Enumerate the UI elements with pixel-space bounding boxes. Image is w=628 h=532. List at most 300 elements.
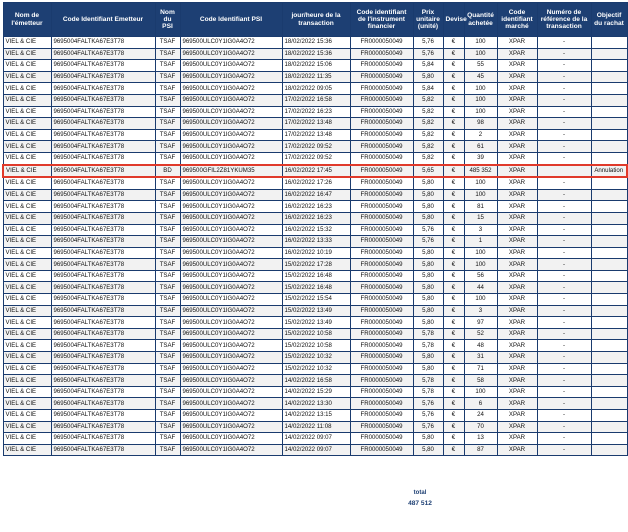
unit-price-cell: 5,82 (413, 141, 443, 153)
unit-price-cell: 5,82 (413, 129, 443, 141)
issuer-code-cell: 9695004FALTKA67E3T78 (51, 48, 155, 60)
currency-cell: € (443, 444, 464, 456)
unit-price-cell: 5,80 (413, 71, 443, 83)
quantity-cell: 24 (464, 410, 497, 422)
unit-price-cell: 5,84 (413, 60, 443, 72)
purchase-objective-cell (591, 177, 627, 189)
table-row (3, 398, 627, 410)
issuer-code-cell: 9695004FALTKA67E3T78 (51, 328, 155, 340)
table-row (3, 305, 627, 317)
psi-name-cell: TSAF (155, 363, 180, 375)
quantity-cell: 56 (464, 270, 497, 282)
issuer-name-cell: VIEL & CIE (3, 37, 51, 49)
psi-name-cell: TSAF (155, 294, 180, 306)
issuer-code-cell: 9695004FALTKA67E3T78 (51, 317, 155, 329)
instrument-code-cell: FR0000050049 (350, 294, 413, 306)
purchase-objective-cell (591, 83, 627, 95)
currency-cell: € (443, 375, 464, 387)
psi-name-cell: TSAF (155, 444, 180, 456)
currency-cell: € (443, 129, 464, 141)
psi-name-cell: TSAF (155, 37, 180, 49)
table-row (3, 165, 627, 178)
transaction-datetime-cell: 18/02/2022 09:05 (282, 83, 350, 95)
issuer-name-cell: VIEL & CIE (3, 305, 51, 317)
issuer-name-cell: VIEL & CIE (3, 317, 51, 329)
instrument-code-cell: FR0000050049 (350, 340, 413, 352)
issuer-code-cell: 9695004FALTKA67E3T78 (51, 294, 155, 306)
purchase-objective-cell (591, 106, 627, 118)
market-code-cell: XPAR (497, 189, 537, 201)
reference-number-cell: - (537, 328, 591, 340)
instrument-code-cell: FR0000050049 (350, 352, 413, 364)
instrument-code-cell: FR0000050049 (350, 129, 413, 141)
table-row (3, 83, 627, 95)
transaction-datetime-cell: 15/02/2022 16:48 (282, 270, 350, 282)
psi-code-cell: 969500ULC0Y1IG0A4O72 (180, 224, 282, 236)
table-row (3, 282, 627, 294)
issuer-name-cell: VIEL & CIE (3, 224, 51, 236)
psi-code-cell: 969500ULC0Y1IG0A4O72 (180, 294, 282, 306)
table-row (3, 106, 627, 118)
psi-name-cell: TSAF (155, 236, 180, 248)
purchase-objective-cell (591, 352, 627, 364)
market-code-cell: XPAR (497, 129, 537, 141)
currency-cell: € (443, 363, 464, 375)
instrument-code-cell: FR0000050049 (350, 152, 413, 164)
psi-name-cell: TSAF (155, 48, 180, 60)
issuer-name-cell: VIEL & CIE (3, 212, 51, 224)
market-code-cell: XPAR (497, 177, 537, 189)
quantity-cell: 100 (464, 189, 497, 201)
issuer-name-cell: VIEL & CIE (3, 152, 51, 164)
currency-cell: € (443, 398, 464, 410)
instrument-code-cell: FR0000050049 (350, 410, 413, 422)
market-code-cell: XPAR (497, 83, 537, 95)
psi-name-cell: TSAF (155, 141, 180, 153)
issuer-name-cell: VIEL & CIE (3, 352, 51, 364)
table-row (3, 410, 627, 422)
table-row (3, 433, 627, 445)
transaction-datetime-cell: 15/02/2022 13:49 (282, 305, 350, 317)
reference-number-cell: - (537, 129, 591, 141)
unit-price-cell: 5,76 (413, 37, 443, 49)
psi-name-cell: TSAF (155, 71, 180, 83)
market-code-cell: XPAR (497, 398, 537, 410)
instrument-code-cell: FR0000050049 (350, 37, 413, 49)
psi-code-cell: 969500ULC0Y1IG0A4O72 (180, 433, 282, 445)
unit-price-cell: 5,80 (413, 212, 443, 224)
quantity-cell: 81 (464, 201, 497, 213)
psi-code-cell: 969500ULC0Y1IG0A4O72 (180, 71, 282, 83)
psi-code-cell: 969500ULC0Y1IG0A4O72 (180, 94, 282, 106)
instrument-code-cell: FR0000050049 (350, 444, 413, 456)
issuer-code-cell: 9695004FALTKA67E3T78 (51, 305, 155, 317)
issuer-code-cell: 9695004FALTKA67E3T78 (51, 247, 155, 259)
instrument-code-cell: FR0000050049 (350, 317, 413, 329)
reference-number-cell: - (537, 444, 591, 456)
unit-price-cell: 5,80 (413, 294, 443, 306)
psi-code-cell: 969500GFIL2Z81YKUM35 (180, 165, 282, 178)
unit-price-cell: 5,65 (413, 165, 443, 178)
reference-number-cell: - (537, 259, 591, 271)
transaction-datetime-cell: 18/02/2022 15:06 (282, 60, 350, 72)
quantity-cell: 485 352 (464, 165, 497, 178)
issuer-name-cell: VIEL & CIE (3, 141, 51, 153)
quantity-cell: 70 (464, 421, 497, 433)
quantity-cell: 71 (464, 363, 497, 375)
currency-cell: € (443, 340, 464, 352)
issuer-name-cell: VIEL & CIE (3, 177, 51, 189)
currency-cell: € (443, 386, 464, 398)
reference-number-cell: - (537, 60, 591, 72)
psi-code-cell: 969500ULC0Y1IG0A4O72 (180, 375, 282, 387)
quantity-cell: 15 (464, 212, 497, 224)
quantity-cell: 52 (464, 328, 497, 340)
psi-code-cell: 969500ULC0Y1IG0A4O72 (180, 48, 282, 60)
currency-cell: € (443, 37, 464, 49)
reference-number-cell: - (537, 270, 591, 282)
purchase-objective-cell (591, 71, 627, 83)
reference-number-cell: - (537, 189, 591, 201)
transaction-datetime-cell: 18/02/2022 15:36 (282, 48, 350, 60)
issuer-name-cell: VIEL & CIE (3, 71, 51, 83)
reference-number-cell: - (537, 152, 591, 164)
market-code-cell: XPAR (497, 282, 537, 294)
table-row (3, 141, 627, 153)
table-row (3, 340, 627, 352)
purchase-objective-cell (591, 141, 627, 153)
unit-price-cell: 5,80 (413, 177, 443, 189)
psi-name-cell: TSAF (155, 94, 180, 106)
currency-cell: € (443, 282, 464, 294)
transaction-datetime-cell: 16/02/2022 17:45 (282, 165, 350, 178)
instrument-code-cell: FR0000050049 (350, 375, 413, 387)
issuer-code-cell: 9695004FALTKA67E3T78 (51, 433, 155, 445)
instrument-code-cell: FR0000050049 (350, 270, 413, 282)
transaction-datetime-cell: 15/02/2022 10:58 (282, 340, 350, 352)
unit-price-cell: 5,80 (413, 282, 443, 294)
reference-number-cell: - (537, 352, 591, 364)
issuer-code-cell: 9695004FALTKA67E3T78 (51, 71, 155, 83)
psi-code-cell: 969500ULC0Y1IG0A4O72 (180, 37, 282, 49)
purchase-objective-cell (591, 212, 627, 224)
psi-name-cell: TSAF (155, 83, 180, 95)
market-code-cell: XPAR (497, 212, 537, 224)
reference-number-cell: - (537, 340, 591, 352)
unit-price-cell: 5,80 (413, 201, 443, 213)
issuer-name-cell: VIEL & CIE (3, 165, 51, 178)
issuer-name-cell: VIEL & CIE (3, 247, 51, 259)
market-code-cell: XPAR (497, 236, 537, 248)
unit-price-cell: 5,76 (413, 421, 443, 433)
unit-price-cell: 5,80 (413, 189, 443, 201)
purchase-objective-cell (591, 282, 627, 294)
market-code-cell: XPAR (497, 141, 537, 153)
psi-code-cell: 969500ULC0Y1IG0A4O72 (180, 340, 282, 352)
quantity-cell: 97 (464, 317, 497, 329)
transaction-datetime-cell: 17/02/2022 09:52 (282, 141, 350, 153)
purchase-objective-cell (591, 48, 627, 60)
issuer-name-cell: VIEL & CIE (3, 386, 51, 398)
currency-cell: € (443, 259, 464, 271)
transaction-datetime-cell: 14/02/2022 13:15 (282, 410, 350, 422)
quantity-cell: 100 (464, 177, 497, 189)
table-row (3, 294, 627, 306)
purchase-objective-cell (591, 305, 627, 317)
issuer-code-cell: 9695004FALTKA67E3T78 (51, 152, 155, 164)
psi-code-cell: 969500ULC0Y1IG0A4O72 (180, 328, 282, 340)
purchase-objective-cell (591, 363, 627, 375)
unit-price-cell: 5,80 (413, 247, 443, 259)
reference-number-cell: - (537, 48, 591, 60)
table-row (3, 177, 627, 189)
psi-code-cell: 969500ULC0Y1IG0A4O72 (180, 152, 282, 164)
psi-name-cell: TSAF (155, 398, 180, 410)
quantity-cell: 100 (464, 247, 497, 259)
market-code-cell: XPAR (497, 118, 537, 130)
table-row (3, 386, 627, 398)
issuer-name-cell: VIEL & CIE (3, 236, 51, 248)
psi-name-cell: TSAF (155, 305, 180, 317)
header-code-marche: Code identifiant marché (497, 3, 537, 37)
market-code-cell: XPAR (497, 94, 537, 106)
transaction-datetime-cell: 16/02/2022 16:23 (282, 212, 350, 224)
reference-number-cell: - (537, 212, 591, 224)
market-code-cell: XPAR (497, 224, 537, 236)
purchase-objective-cell (591, 224, 627, 236)
psi-code-cell: 969500ULC0Y1IG0A4O72 (180, 421, 282, 433)
instrument-code-cell: FR0000050049 (350, 247, 413, 259)
issuer-code-cell: 9695004FALTKA67E3T78 (51, 94, 155, 106)
psi-name-cell: TSAF (155, 259, 180, 271)
table-row (3, 118, 627, 130)
quantity-cell: 3 (464, 305, 497, 317)
quantity-cell: 48 (464, 340, 497, 352)
currency-cell: € (443, 247, 464, 259)
unit-price-cell: 5,84 (413, 83, 443, 95)
currency-cell: € (443, 433, 464, 445)
reference-number-cell: - (537, 71, 591, 83)
issuer-name-cell: VIEL & CIE (3, 106, 51, 118)
issuer-name-cell: VIEL & CIE (3, 129, 51, 141)
purchase-objective-cell (591, 433, 627, 445)
issuer-name-cell: VIEL & CIE (3, 444, 51, 456)
instrument-code-cell: FR0000050049 (350, 106, 413, 118)
psi-name-cell: TSAF (155, 375, 180, 387)
total-label: total (413, 490, 427, 496)
transaction-datetime-cell: 15/02/2022 17:28 (282, 259, 350, 271)
instrument-code-cell: FR0000050049 (350, 177, 413, 189)
table-header-row (3, 3, 627, 37)
issuer-name-cell: VIEL & CIE (3, 94, 51, 106)
reference-number-cell: - (537, 118, 591, 130)
market-code-cell: XPAR (497, 152, 537, 164)
issuer-name-cell: VIEL & CIE (3, 375, 51, 387)
issuer-code-cell: 9695004FALTKA67E3T78 (51, 375, 155, 387)
psi-code-cell: 969500ULC0Y1IG0A4O72 (180, 201, 282, 213)
market-code-cell: XPAR (497, 386, 537, 398)
psi-code-cell: 969500ULC0Y1IG0A4O72 (180, 189, 282, 201)
purchase-objective-cell (591, 294, 627, 306)
transaction-datetime-cell: 17/02/2022 16:58 (282, 94, 350, 106)
market-code-cell: XPAR (497, 259, 537, 271)
transaction-datetime-cell: 16/02/2022 15:32 (282, 224, 350, 236)
issuer-name-cell: VIEL & CIE (3, 433, 51, 445)
psi-name-cell: TSAF (155, 340, 180, 352)
currency-cell: € (443, 48, 464, 60)
unit-price-cell: 5,76 (413, 236, 443, 248)
issuer-name-cell: VIEL & CIE (3, 421, 51, 433)
psi-name-cell: BD (155, 165, 180, 178)
issuer-code-cell: 9695004FALTKA67E3T78 (51, 340, 155, 352)
transaction-datetime-cell: 15/02/2022 15:54 (282, 294, 350, 306)
currency-cell: € (443, 60, 464, 72)
quantity-cell: 100 (464, 386, 497, 398)
instrument-code-cell: FR0000050049 (350, 421, 413, 433)
transaction-datetime-cell: 17/02/2022 13:48 (282, 118, 350, 130)
header-code-instrument: Code identifiant de l'instrument financier (350, 3, 413, 37)
table-row (3, 236, 627, 248)
header-code-psi: Code Identifiant PSI (180, 3, 282, 37)
transaction-datetime-cell: 17/02/2022 13:48 (282, 129, 350, 141)
quantity-cell: 100 (464, 106, 497, 118)
psi-code-cell: 969500ULC0Y1IG0A4O72 (180, 282, 282, 294)
table-row (3, 259, 627, 271)
quantity-cell: 6 (464, 398, 497, 410)
instrument-code-cell: FR0000050049 (350, 165, 413, 178)
transaction-datetime-cell: 14/02/2022 13:30 (282, 398, 350, 410)
unit-price-cell: 5,82 (413, 94, 443, 106)
currency-cell: € (443, 94, 464, 106)
market-code-cell: XPAR (497, 444, 537, 456)
currency-cell: € (443, 165, 464, 178)
currency-cell: € (443, 305, 464, 317)
instrument-code-cell: FR0000050049 (350, 386, 413, 398)
issuer-name-cell: VIEL & CIE (3, 60, 51, 72)
unit-price-cell: 5,80 (413, 433, 443, 445)
instrument-code-cell: FR0000050049 (350, 363, 413, 375)
reference-number-cell: - (537, 236, 591, 248)
issuer-name-cell: VIEL & CIE (3, 118, 51, 130)
psi-name-cell: TSAF (155, 201, 180, 213)
psi-name-cell: TSAF (155, 421, 180, 433)
psi-code-cell: 969500ULC0Y1IG0A4O72 (180, 386, 282, 398)
reference-number-cell: - (537, 106, 591, 118)
table-row (3, 444, 627, 456)
issuer-name-cell: VIEL & CIE (3, 294, 51, 306)
issuer-code-cell: 9695004FALTKA67E3T78 (51, 386, 155, 398)
issuer-code-cell: 9695004FALTKA67E3T78 (51, 224, 155, 236)
psi-code-cell: 969500ULC0Y1IG0A4O72 (180, 129, 282, 141)
psi-code-cell: 969500ULC0Y1IG0A4O72 (180, 212, 282, 224)
issuer-name-cell: VIEL & CIE (3, 340, 51, 352)
purchase-objective-cell (591, 317, 627, 329)
currency-cell: € (443, 106, 464, 118)
market-code-cell: XPAR (497, 352, 537, 364)
psi-code-cell: 969500ULC0Y1IG0A4O72 (180, 363, 282, 375)
purchase-objective-cell (591, 236, 627, 248)
table-row (3, 421, 627, 433)
instrument-code-cell: FR0000050049 (350, 201, 413, 213)
purchase-objective-cell (591, 60, 627, 72)
psi-code-cell: 969500ULC0Y1IG0A4O72 (180, 60, 282, 72)
issuer-code-cell: 9695004FALTKA67E3T78 (51, 129, 155, 141)
psi-name-cell: TSAF (155, 352, 180, 364)
currency-cell: € (443, 352, 464, 364)
market-code-cell: XPAR (497, 340, 537, 352)
issuer-code-cell: 9695004FALTKA67E3T78 (51, 444, 155, 456)
issuer-code-cell: 9695004FALTKA67E3T78 (51, 398, 155, 410)
transaction-datetime-cell: 14/02/2022 15:29 (282, 386, 350, 398)
quantity-cell: 98 (464, 118, 497, 130)
market-code-cell: XPAR (497, 60, 537, 72)
unit-price-cell: 5,80 (413, 352, 443, 364)
currency-cell: € (443, 270, 464, 282)
instrument-code-cell: FR0000050049 (350, 141, 413, 153)
quantity-cell: 100 (464, 259, 497, 271)
transactions-document (2, 2, 624, 507)
unit-price-cell: 5,82 (413, 106, 443, 118)
reference-number-cell: - (537, 247, 591, 259)
instrument-code-cell: FR0000050049 (350, 83, 413, 95)
reference-number-cell (537, 165, 591, 178)
instrument-code-cell: FR0000050049 (350, 305, 413, 317)
transaction-datetime-cell: 18/02/2022 15:36 (282, 37, 350, 49)
market-code-cell: XPAR (497, 106, 537, 118)
currency-cell: € (443, 83, 464, 95)
quantity-cell: 2 (464, 129, 497, 141)
reference-number-cell: - (537, 282, 591, 294)
table-row (3, 352, 627, 364)
quantity-cell: 1 (464, 236, 497, 248)
instrument-code-cell: FR0000050049 (350, 60, 413, 72)
issuer-code-cell: 9695004FALTKA67E3T78 (51, 201, 155, 213)
transaction-datetime-cell: 17/02/2022 09:52 (282, 152, 350, 164)
unit-price-cell: 5,80 (413, 270, 443, 282)
purchase-objective-cell (591, 328, 627, 340)
issuer-code-cell: 9695004FALTKA67E3T78 (51, 236, 155, 248)
table-row (3, 189, 627, 201)
reference-number-cell: - (537, 141, 591, 153)
transaction-datetime-cell: 14/02/2022 09:07 (282, 433, 350, 445)
psi-code-cell: 969500ULC0Y1IG0A4O72 (180, 247, 282, 259)
reference-number-cell: - (537, 398, 591, 410)
transaction-datetime-cell: 17/02/2022 16:23 (282, 106, 350, 118)
header-date-transaction: jour/heure de la transaction (282, 3, 350, 37)
header-devise: Devise (443, 3, 464, 37)
purchase-objective-cell (591, 421, 627, 433)
purchase-objective-cell (591, 129, 627, 141)
issuer-code-cell: 9695004FALTKA67E3T78 (51, 177, 155, 189)
reference-number-cell: - (537, 83, 591, 95)
issuer-code-cell: 9695004FALTKA67E3T78 (51, 106, 155, 118)
reference-number-cell: - (537, 37, 591, 49)
unit-price-cell: 5,76 (413, 224, 443, 236)
purchase-objective-cell (591, 375, 627, 387)
market-code-cell: XPAR (497, 71, 537, 83)
issuer-name-cell: VIEL & CIE (3, 83, 51, 95)
purchase-objective-cell (591, 201, 627, 213)
purchase-objective-cell (591, 247, 627, 259)
issuer-code-cell: 9695004FALTKA67E3T78 (51, 421, 155, 433)
transaction-datetime-cell: 15/02/2022 10:32 (282, 352, 350, 364)
reference-number-cell: - (537, 375, 591, 387)
quantity-cell: 100 (464, 94, 497, 106)
purchase-objective-cell (591, 410, 627, 422)
issuer-name-cell: VIEL & CIE (3, 189, 51, 201)
purchase-objective-cell (591, 37, 627, 49)
psi-name-cell: TSAF (155, 224, 180, 236)
